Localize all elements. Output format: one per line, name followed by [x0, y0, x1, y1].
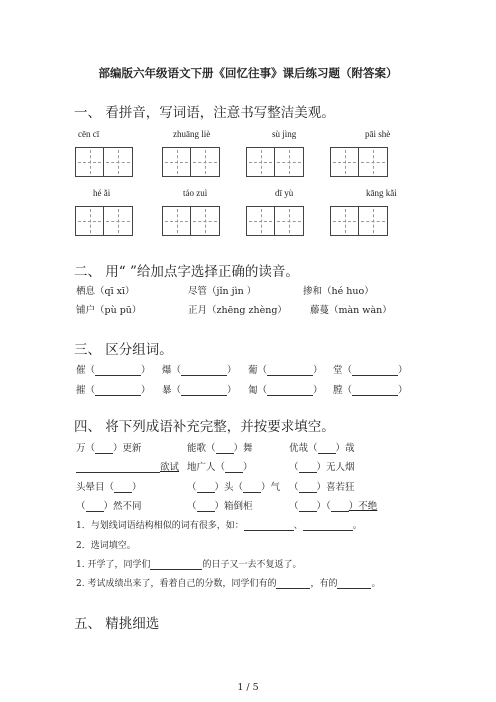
answer-blank[interactable] [303, 530, 353, 531]
pinyin-1: cēn cī [78, 129, 100, 139]
answer-blank[interactable] [76, 472, 160, 473]
question-2: 2．选词填空。 [76, 541, 136, 551]
answer-blank[interactable] [95, 395, 141, 396]
section-5-heading: 五、 精挑细选 [74, 616, 160, 632]
answer-blank[interactable] [352, 375, 398, 376]
answer-blank[interactable] [150, 569, 202, 570]
answer-blank[interactable] [181, 375, 227, 376]
answer-blank[interactable] [216, 453, 234, 454]
word-group-8: 膛（ ） [333, 385, 408, 396]
answer-blank[interactable] [352, 395, 398, 396]
answer-blank[interactable] [337, 588, 371, 589]
reading-item-6: 藤蔓（màn wàn） [310, 305, 392, 316]
answer-blank[interactable] [318, 453, 336, 454]
idiom-6: （ ）无人烟 [289, 462, 355, 473]
answer-blank[interactable] [299, 492, 317, 493]
writing-box-7[interactable] [246, 206, 304, 236]
answer-blank[interactable] [243, 492, 261, 493]
idiom-2: 能歌（ ）舞 [187, 443, 253, 454]
reading-item-2: 尽管（jǐn jìn ） [188, 286, 257, 297]
answer-blank[interactable] [181, 395, 227, 396]
writing-box-4[interactable] [330, 147, 388, 177]
writing-box-2[interactable] [162, 147, 220, 177]
writing-box-1[interactable] [75, 147, 133, 177]
answer-blank[interactable] [299, 472, 317, 473]
writing-box-8[interactable] [330, 206, 388, 236]
pinyin-7: dī yù [275, 188, 294, 198]
page-number: 1 / 5 [237, 682, 259, 693]
word-group-4: 堂（ ） [333, 365, 408, 376]
section-1-heading: 一、 看拼音，写词语，注意书写整洁美观。 [74, 105, 335, 121]
answer-blank[interactable] [86, 511, 104, 512]
idiom-10: （ ）然不同 [76, 501, 142, 512]
pinyin-5: hé ǎi [93, 188, 111, 198]
idiom-1: 万（ ）更新 [76, 443, 142, 454]
answer-blank[interactable] [331, 511, 349, 512]
pinyin-6: táo zuì [183, 188, 208, 198]
word-group-7: 匍（ ） [248, 385, 323, 396]
section-4-heading: 四、 将下列成语补充完整，并按要求填空。 [74, 419, 335, 435]
idiom-9: （ ）喜若狂 [289, 482, 355, 493]
answer-blank[interactable] [267, 375, 313, 376]
word-group-1: 催（ ） [76, 365, 151, 376]
question-2a: 1. 开学了，同学们 的日子又一去不复返了。 [76, 560, 302, 570]
word-group-6: 暴（ ） [162, 385, 237, 396]
reading-item-1: 栖息（qī xī） [76, 286, 135, 297]
answer-blank[interactable] [95, 453, 113, 454]
question-1: 1．与划线词语结构相似的词有很多，如： 、 。 [76, 521, 362, 531]
question-2b: 2. 考试成绩出来了，看着自己的分数，同学们有的 ，有的 。 [76, 579, 381, 589]
answer-blank[interactable] [197, 511, 215, 512]
word-group-3: 葡（ ） [248, 365, 323, 376]
reading-item-5: 正月（zhēng zhèng） [188, 305, 287, 316]
idiom-3: 优哉（ ）哉 [289, 443, 355, 454]
answer-blank[interactable] [197, 492, 215, 493]
idiom-7: 头晕目（ ） [76, 482, 142, 493]
pinyin-2: zhuāng liè [173, 129, 211, 139]
pinyin-4: pāi shè [365, 129, 391, 139]
page-title: 部编版六年级语文下册《回忆往事》课后练习题（附答案） [98, 66, 398, 80]
idiom-4: 欲试 [76, 459, 179, 473]
reading-item-4: 铺户（pù pū） [76, 305, 142, 316]
pinyin-3: sù jìng [272, 129, 297, 139]
writing-box-5[interactable] [75, 206, 133, 236]
pinyin-8: kāng kǎi [366, 188, 397, 198]
section-3-heading: 三、 区分组词。 [74, 342, 173, 358]
answer-blank[interactable] [225, 472, 243, 473]
idiom-8: （ ）头（ ）气 [187, 482, 281, 493]
writing-box-3[interactable] [246, 147, 304, 177]
writing-box-6[interactable] [162, 206, 220, 236]
reading-item-3: 掺和（hé huo） [303, 286, 374, 297]
word-group-5: 摧（ ） [76, 385, 151, 396]
answer-blank[interactable] [95, 375, 141, 376]
answer-blank[interactable] [114, 492, 132, 493]
answer-blank[interactable] [299, 511, 317, 512]
word-group-2: 爆（ ） [162, 365, 237, 376]
answer-blank[interactable] [276, 588, 310, 589]
answer-blank[interactable] [244, 530, 294, 531]
section-2-heading: 二、 用“ ”给加点字选择正确的读音。 [74, 264, 299, 280]
answer-blank[interactable] [267, 395, 313, 396]
idiom-12: （ ）（ ）不绝 [289, 501, 378, 512]
idiom-11: （ ）箱倒柜 [187, 501, 253, 512]
idiom-5: 地广人（ ） [187, 462, 253, 473]
